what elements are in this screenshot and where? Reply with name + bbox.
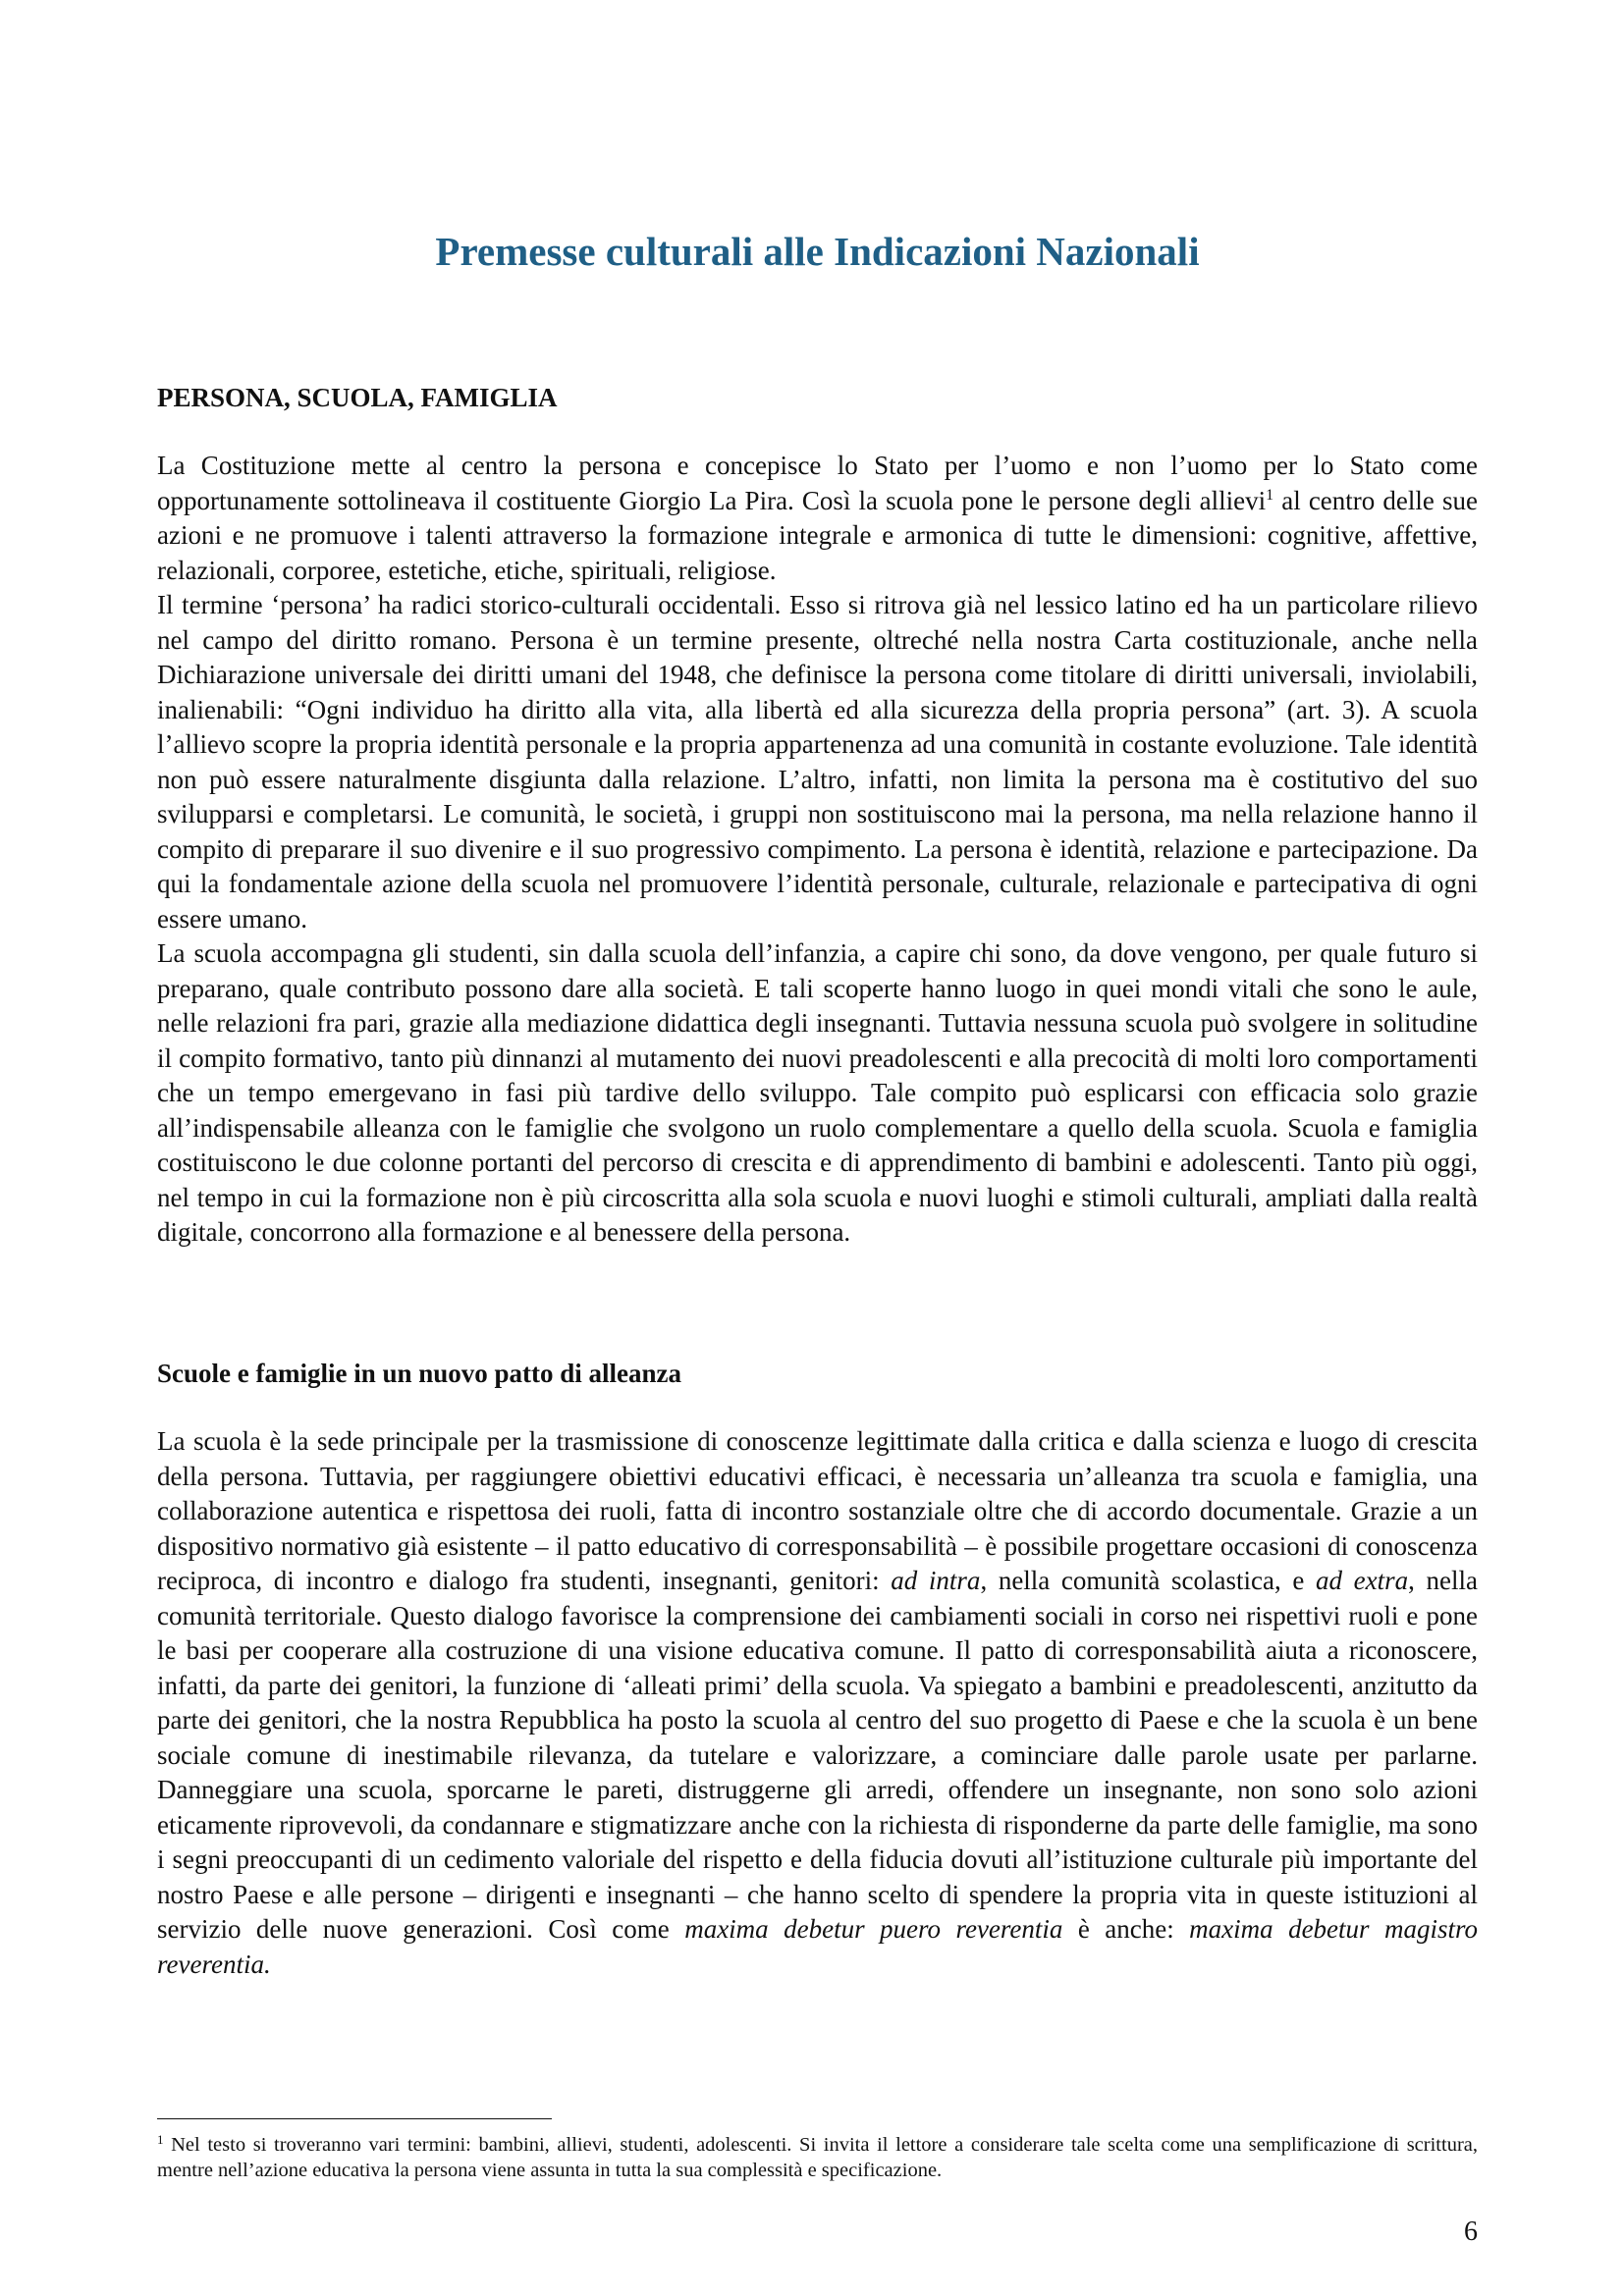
italic-term: maxima debetur puero reverentia [684, 1914, 1063, 1944]
page-title: Premesse culturali alle Indicazioni Nazionali [435, 229, 1200, 274]
footnote [157, 2132, 1478, 2183]
paragraph-text: , nella comunità territoriale. Questo dialogo favorisce la comprensione dei cambiamenti sociali in corso nei rispettivi ruoli e pone le basi per cooperare alla costruzione di una visione educativa comune. Il patto di corresponsabilità aiuta a riconoscere, infatti, da parte dei genitori, la funzione di ‘alleati primi’ della scuola. Va spiegato a bambini e preadolescenti, anzitutto da parte dei genitori, che la nostra Repubblica ha posto la scuola al centro del suo progetto di Paese e che la scuola è un bene sociale comune di inestimabile rilevanza, da tutelare e valorizzare, a cominciare dalle parole usate per parlarne. Danneggiare una scuola, sporcarne le pareti, distruggerne gli arredi, offendere un insegnante, non sono solo azioni eticamente riprovevoli, da condannare e stigmatizzare anche con la richiesta di risponderne da parte delle famiglie, ma sono i segni preoccupanti di un cedimento valoriale del rispetto e della fiducia dovuti all’istituzione culturale più importante del nostro Paese e alle persone – dirigenti e insegnanti – che hanno scelto di spendere la propria vita in queste istituzioni al servizio delle nuove generazioni. Così come [157, 1566, 1478, 1944]
page-number: 6 [1464, 2216, 1478, 2247]
paragraph: La scuola accompagna gli studenti, sin dalla scuola dell’infanzia, a capire chi sono, da dove vengono, per quale futuro si preparano, quale contributo possono dare alla società. E tali scoperte hanno luogo in quei mondi vitali che sono le aule, nelle relazioni fra pari, grazie alla mediazione didattica degli insegnanti. Tuttavia nessuna scuola può svolgere in solitudine il compito formativo, tanto più dinnanzi al mutamento dei nuovi preadolescenti e alla precocità di molti loro comportamenti che un tempo emergevano in fasi più tardive dello sviluppo. Tale compito può esplicarsi con efficacia solo grazie all’indispensabile alleanza con le famiglie che svolgono un ruolo complementare a quello della scuola. Scuola e famiglia costituiscono le due colonne portanti del percorso di crescita e di apprendimento di bambini e adolescenti. Tanto più oggi, nel tempo in cui la formazione non è più circoscritta alla sola scuola e nuovi luoghi e stimoli culturali, ampliati dalla realtà digitale, concorrono alla formazione e al benessere della persona. [157, 938, 1478, 1247]
footnote-text: Nel testo si troveranno vari termini: bambini, allievi, studenti, adolescenti. Si invita il lettore a considerare tale scelta come una semplificazione di scrittura, mentre nell’azione educativa la persona viene assunta in tutta la sua complessità e specificazione. [157, 2134, 1478, 2181]
footnote-divider [157, 2118, 552, 2119]
paragraph-text: è anche: [1062, 1914, 1190, 1944]
paragraph-text: , nella comunità scolastica, e [980, 1566, 1317, 1595]
paragraph-text: La Costituzione mette al centro la persona e concepisce lo Stato per l’uomo e non l’uomo per lo Stato come opportunamente sottolineava il costituente Giorgio La Pira. Così la scuola pone le persone degli allievi [157, 451, 1478, 515]
section-heading-patto: Scuole e famiglie in un nuovo patto di alleanza [157, 1359, 682, 1388]
paragraph [157, 1424, 1478, 1982]
section-heading-persona: PERSONA, SCUOLA, FAMIGLIA [157, 383, 558, 412]
section-body-patto [157, 1424, 1478, 1982]
paragraph: Il termine ‘persona’ ha radici storico-culturali occidentali. Esso si ritrova già nel lessico latino ed ha un particolare rilievo nel campo del diritto romano. Persona è un termine presente, oltreché nella nostra Carta costituzionale, anche nella Dichiarazione universale dei diritti umani del 1948, che definisce la persona come titolare di diritti universali, inviolabili, inalienabili: “Ogni individuo ha diritto alla vita, alla libertà ed alla sicurezza della propria persona” (art. 3). A scuola l’allievo scopre la propria identità personale e la propria appartenenza ad una comunità in costante evoluzione. Tale identità non può essere naturalmente disgiunta dalla relazione. L’altro, infatti, non limita la persona ma è costitutivo del suo svilupparsi e completarsi. Le comunità, le società, i gruppi non sostituiscono mai la persona, ma nella relazione hanno il compito di preparare il suo divenire e il suo progressivo compimento. La persona è identità, relazione e partecipazione. Da qui la fondamentale azione della scuola nel promuovere l’identità personale, culturale, relazionale e partecipativa di ogni essere umano. [157, 590, 1478, 934]
footnote-mark: 1 [157, 2132, 164, 2147]
paragraph-text: La scuola è la sede principale per la trasmissione di conoscenze legittimate dalla critica e dalla scienza e luogo di crescita della persona. Tuttavia, per raggiungere obiettivi educativi efficaci, è necessaria un’alleanza tra scuola e famiglia, una collaborazione autentica e rispettosa dei ruoli, fatta di incontro sostanziale oltre che di accordo documentale. Grazie a un dispositivo normativo già esistente – il patto educativo di corresponsabilità – è possibile progettare occasioni di conoscenza reciproca, di incontro e dialogo fra studenti, insegnanti, genitori: [157, 1426, 1478, 1595]
italic-term: ad extra [1316, 1566, 1409, 1595]
paragraph-text: al centro delle sue azioni e ne promuove i talenti attraverso la formazione integrale e armonica di tutte le dimensioni: cognitive, affettive, relazionali, corporee, estetiche, etiche, spirituali, religiose. [157, 485, 1478, 585]
section-body-persona [157, 449, 1478, 1251]
footnote-reference[interactable]: 1 [1266, 486, 1274, 504]
italic-term: maxima debetur magistro reverentia. [157, 1914, 1478, 1979]
paragraph [157, 449, 1478, 588]
italic-term: ad intra [891, 1566, 981, 1595]
